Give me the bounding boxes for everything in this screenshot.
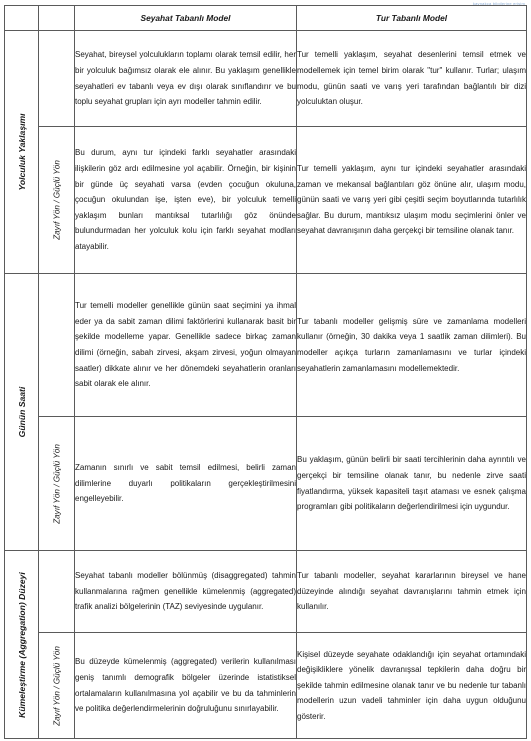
dimension-label-travel-approach: Yolculuk Yaklaşımı <box>16 113 27 191</box>
table-row <box>5 31 527 127</box>
header-row <box>5 6 527 31</box>
trip-model-cell: Seyahat tabanlı modeller bölünmüş (disaggregated) tahmin kullanmalarına rağmen genellikle kümelenmiş (aggregated) trafik analizi bölgelerinin (TAZ) seviyesinde uygulanır. <box>75 551 297 633</box>
trip-model-cell: Tur temelli modeller genellikle günün saat seçimini ya ihmal eder ya da sabit zaman dilimi faktörlerini kullanarak basit bir şekilde modelleme yapar. Genellikle sadece birkaç zaman dilimi (örneğin, sabah zirvesi, akşam zirvesi, yoğun olmayan saatler) dikkate alınır ve her dönemdeki seyahatlerin oranları sabit olarak ele alınır. <box>75 274 297 417</box>
page-watermark: kaynakça bilgilerine erişim <box>472 1 525 6</box>
header-tour-model: Tur Tabanlı Model <box>297 6 527 31</box>
tour-model-cell: Tur tabanlı modeller, seyahat kararlarının bireysel ve hane düzeyinde alındığı seyahat davranışlarını tahmin etmek için kullanılır. <box>297 551 527 633</box>
table-row <box>5 417 527 551</box>
table-row <box>5 633 527 739</box>
table-row <box>5 551 527 633</box>
trip-model-cell: Bu durum, aynı tur içindeki farklı seyahatler arasındaki ilişkilerin göz ardı edilmesine yol açabilir. Örneğin, bir kişinin bir günde üç seyahati varsa (evden çocuğun okuluna, çocuğun okulundan işe, işten eve), bir yolculuk temelli yaklaşım bunları mantıksal tutarlılığı göz önünde bulundurmadan her yolculuk kolu için farklı seyahat modları atayabilir. <box>75 127 297 274</box>
trip-model-cell: Zamanın sınırlı ve sabit temsil edilmesi, belirli zaman dilimlerine duyarlı politikaların gerçekleştirilmesini engelleyebilir. <box>75 417 297 551</box>
row-label-weak-strong: Zayıf Yön / Güçlü Yön <box>52 160 61 240</box>
row-label-cell <box>39 127 75 274</box>
tour-model-cell: Tur temelli yaklaşım, aynı tur içindeki seyahatler arasındaki zaman ve mekansal bağlantıları göz önüne alır, ulaşım modu, günün saati ve varış yeri gibi çeşitli seçim boyutlarında tutarlılık sağlar. Bu durum, mantıksız ulaşım modu seçimlerini önler ve seyahat davranışının daha gerçekçi bir temsiline olanak tanır. <box>297 127 527 274</box>
table-row <box>5 274 527 417</box>
row-label-cell <box>39 633 75 739</box>
dimension-label-aggregation-level: Kümeleştirme (Aggregation) Düzeyi <box>16 571 27 718</box>
tour-model-cell: Bu yaklaşım, günün belirli bir saati tercihlerinin daha ayrıntılı ve gerçekçi bir temsiline olanak tanır, bu nedenle zirve saati fiyatlandırma, yüksek kapasiteli taşıt ataması ve esnek çalışma programları gibi politikaların değerlendirilmesi için uygundur. <box>297 417 527 551</box>
tour-model-cell: Tur tabanlı modeller gelişmiş süre ve zamanlama modelleri kullanır (örneğin, 30 dakika veya 1 saatlik zaman dilimleri). Bu modeller açıkça turların zamanlamasını ve turlar içindeki seyahatlerin zamanlamasını modellemektedir. <box>297 274 527 417</box>
table-row <box>5 127 527 274</box>
tour-model-cell: Kişisel düzeyde seyahate odaklandığı için seyahat ortamındaki değişikliklere yönelik davranışsal tepkilerin daha doğru bir şekilde tahmin edilmesine olanak tanır ve bu nedenle tur tabanlı modellerin uzun vadeli tahminler için daha uygun olduğunu gösterir. <box>297 633 527 739</box>
trip-model-cell: Seyahat, bireysel yolculukların toplamı olarak temsil edilir, her bir yolculuk bağımsız olarak ele alınır. Bu yaklaşım genellikle seyahatleri ev tabanlı veya ev dışı olarak sınıflandırır ve bu toplu seyahat grupları için ayrı modeller tahmin edilir. <box>75 31 297 127</box>
row-label-weak-strong: Zayıf Yön / Güçlü Yön <box>52 645 61 726</box>
empty-label-cell <box>39 551 75 633</box>
empty-label-cell <box>39 31 75 127</box>
header-trip-model: Seyahat Tabanlı Model <box>75 6 297 31</box>
dimension-cell <box>5 274 39 551</box>
corner-cell <box>5 6 39 31</box>
dimension-cell <box>5 551 39 739</box>
dimension-label-time-of-day: Günün Saati <box>16 386 27 438</box>
corner-cell-2 <box>39 6 75 31</box>
row-label-weak-strong: Zayıf Yön / Güçlü Yön <box>52 443 61 524</box>
trip-model-cell: Bu düzeyde kümelenmiş (aggregated) verilerin kullanılması geniş tanımlı demografik bölgeler üzerinde istatistiksel ortalamaların kullanılmasına yol açabilir ve bu da tahminlerin ve politika değerlendirmelerinin doğruluğunu sınırlayabilir. <box>75 633 297 739</box>
comparison-table <box>4 5 527 739</box>
dimension-cell <box>5 31 39 274</box>
empty-label-cell <box>39 274 75 417</box>
row-label-cell <box>39 417 75 551</box>
tour-model-cell: Tur temelli yaklaşım, seyahat desenlerini temsil etmek ve modellemek için temel birim olarak "tur" kullanır. Turlar; ulaşım modu, günün saati ve varış yeri tarafından bağlantılı bir dizi yolculuktan oluşur. <box>297 31 527 127</box>
